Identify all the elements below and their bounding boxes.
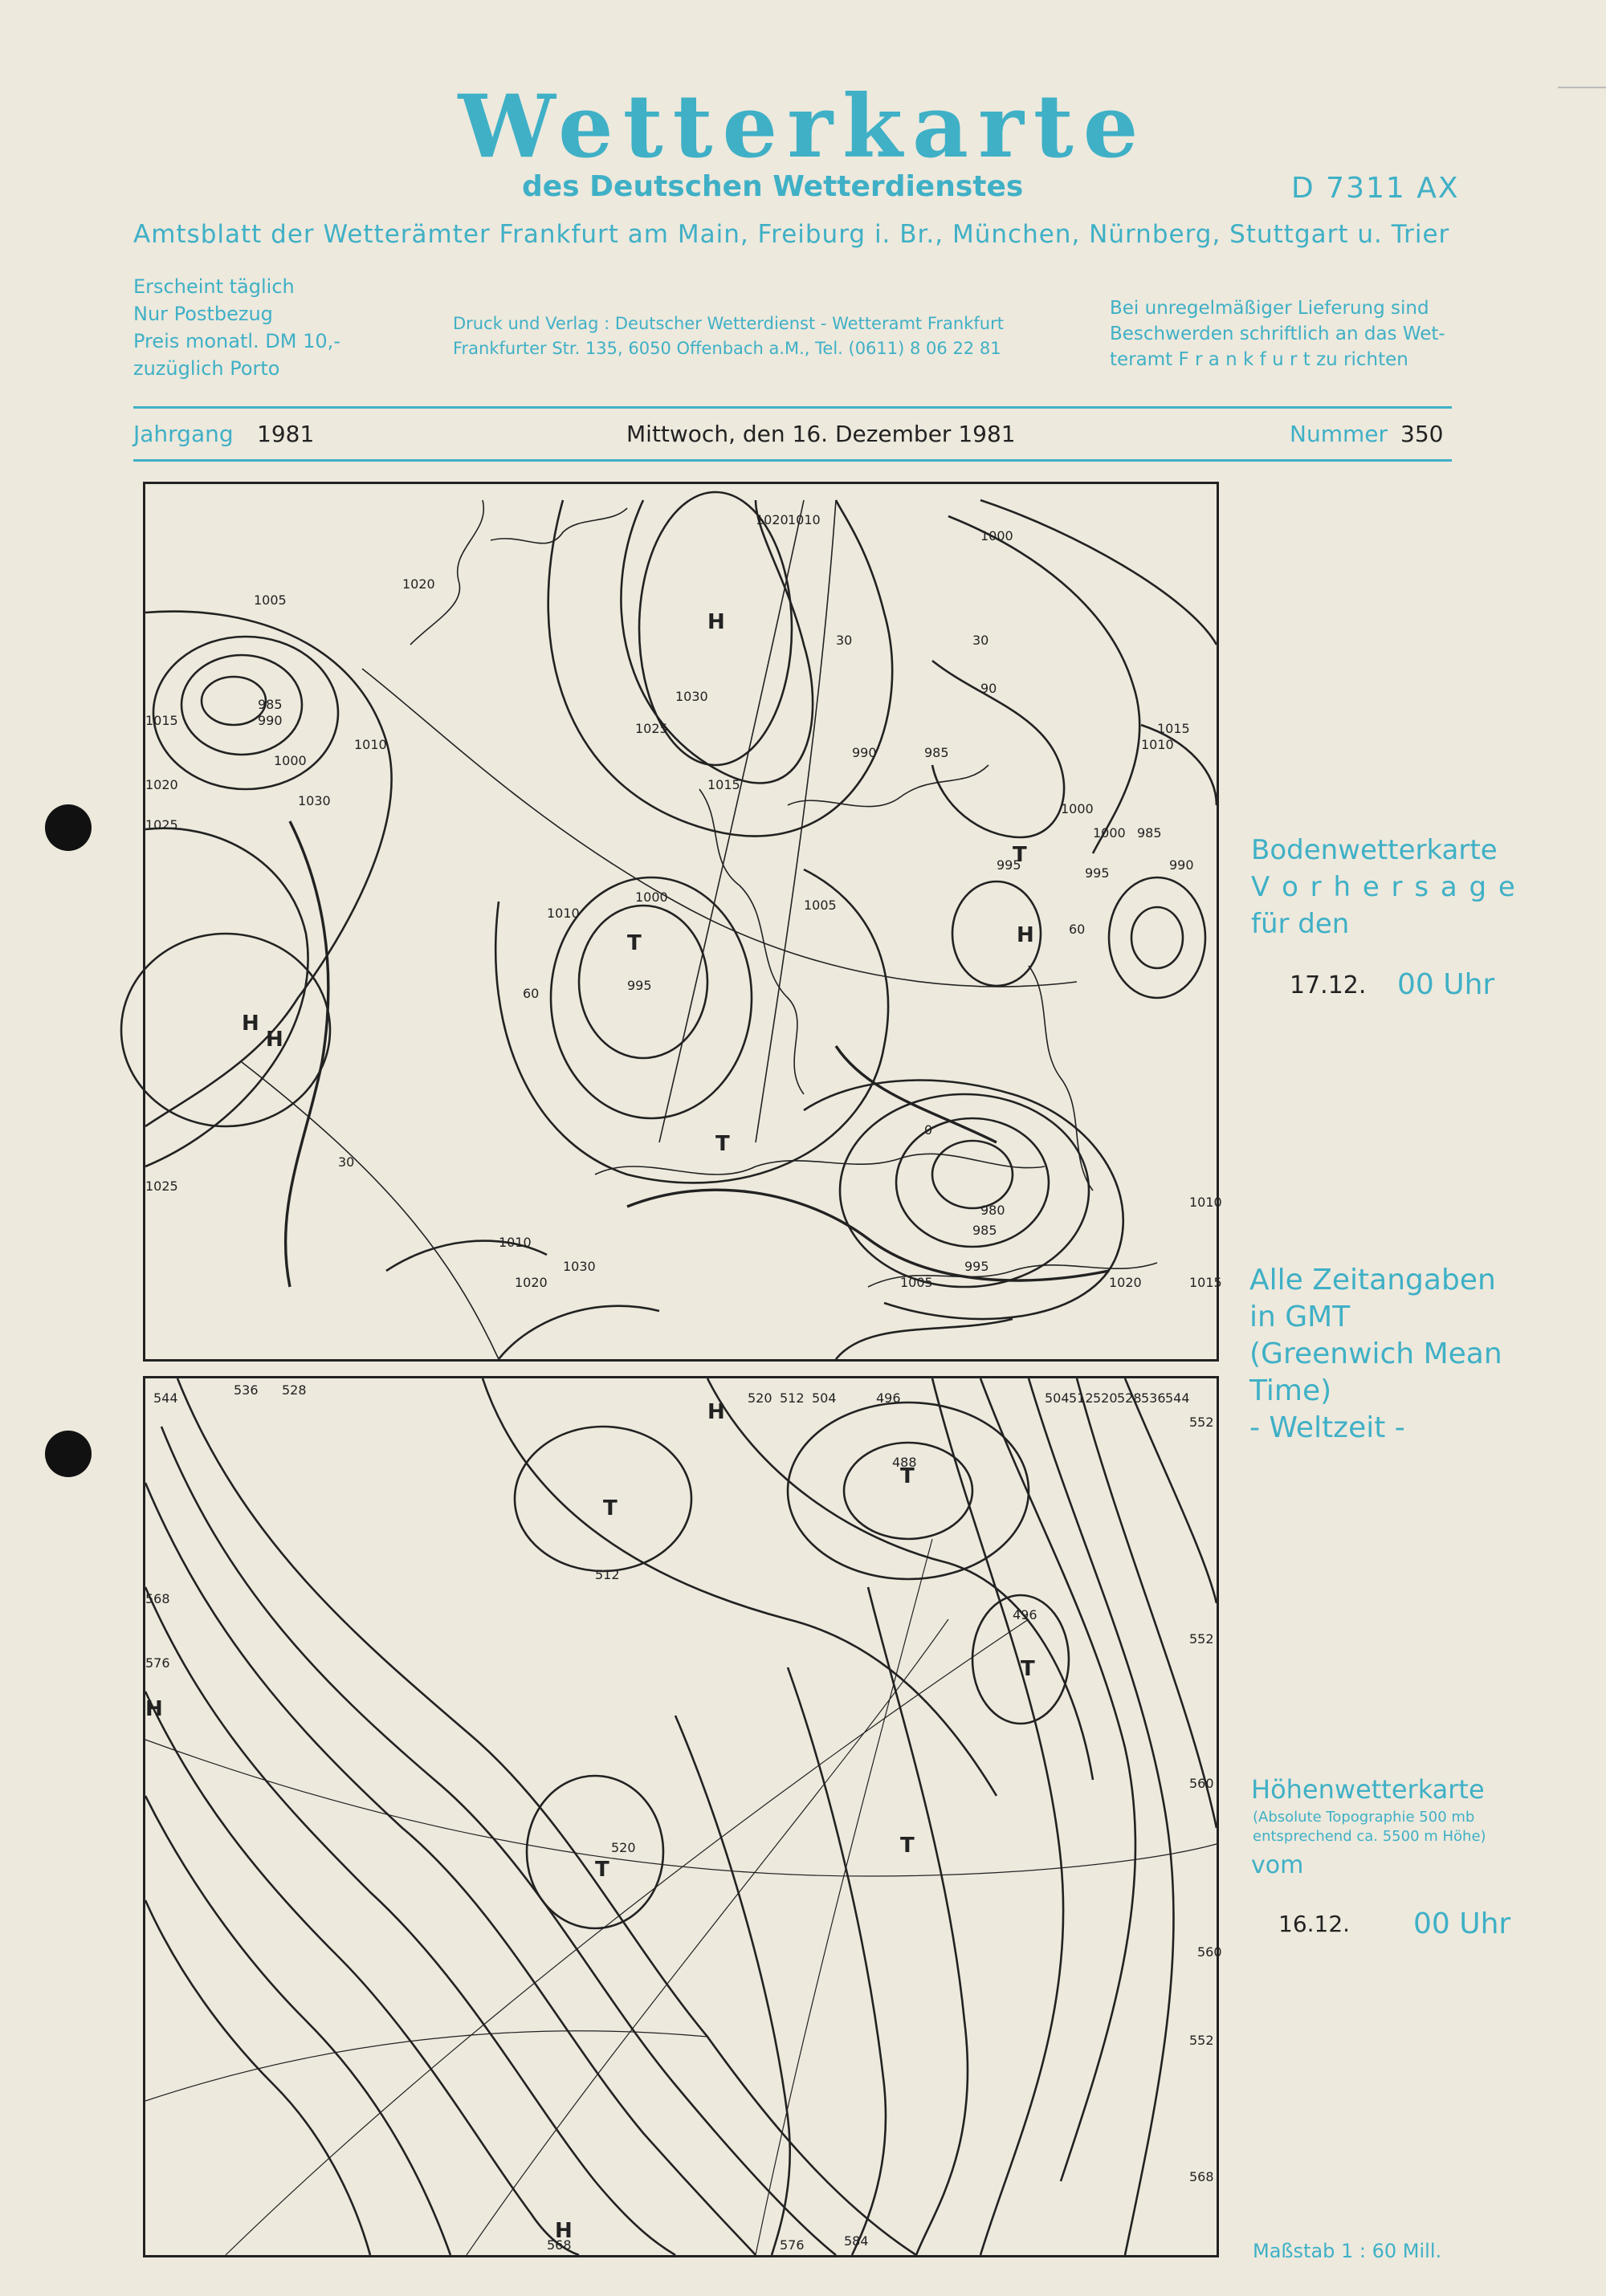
isobar-label: 576 bbox=[780, 2237, 805, 2253]
gmt-note bbox=[1249, 1262, 1502, 1447]
isobar-label: 512 bbox=[1069, 1390, 1094, 1406]
isobar-label: 1020 bbox=[1109, 1275, 1142, 1290]
isobar-label: 552 bbox=[1189, 2033, 1214, 2048]
isobar-label: 544 bbox=[153, 1390, 178, 1406]
upper-map-time: 00 Uhr bbox=[1413, 1907, 1511, 1940]
isobar-label: 512 bbox=[780, 1390, 805, 1406]
isobar-label: 1025 bbox=[635, 721, 668, 736]
complaint-info bbox=[1110, 295, 1445, 372]
isobar-label: 1030 bbox=[675, 689, 708, 704]
isobar-label: 980 bbox=[980, 1203, 1005, 1218]
isobar-label: 90 bbox=[980, 681, 997, 696]
isobar-label: 1020 bbox=[515, 1275, 548, 1290]
pressure-center-label: T bbox=[595, 1858, 609, 1882]
isobar-label: 30 bbox=[836, 633, 853, 648]
gmt-note-line: Time) bbox=[1249, 1374, 1332, 1407]
isobar-label: 985 bbox=[972, 1223, 997, 1238]
isobar-label: 568 bbox=[145, 1591, 170, 1606]
isobar-label: 0 bbox=[924, 1122, 933, 1138]
pressure-center-label: H bbox=[555, 2219, 573, 2243]
caption-line: für den bbox=[1251, 908, 1350, 940]
isobar-label: 528 bbox=[1117, 1390, 1142, 1406]
isobar-label: 995 bbox=[997, 857, 1021, 873]
isobar-label: 1025 bbox=[145, 1179, 178, 1194]
pressure-center-label: H bbox=[707, 1400, 725, 1424]
info-line: Frankfurter Str. 135, 6050 Offenbach a.M., Tel. (0611) 8 06 22 81 bbox=[453, 339, 1001, 358]
isobar-label: 1005 bbox=[254, 592, 287, 608]
punch-hole bbox=[45, 804, 92, 851]
isobar-label: 1010 bbox=[1141, 737, 1174, 752]
publication-code: D 7311 AX bbox=[1291, 172, 1460, 205]
subscription-info bbox=[133, 273, 340, 382]
gmt-note-line: Alle Zeitangaben bbox=[1249, 1264, 1496, 1297]
upper-map-svg bbox=[145, 1378, 1222, 2255]
info-line: Beschwerden schriftlich an das Wet- bbox=[1110, 324, 1445, 344]
isobar-label: 1020 bbox=[402, 576, 435, 592]
isobar-label: 30 bbox=[972, 633, 989, 648]
note-line: (Absolute Topographie 500 mb bbox=[1253, 1809, 1475, 1826]
pressure-center-label: H bbox=[707, 610, 725, 634]
isobar-label: 496 bbox=[876, 1390, 901, 1406]
pressure-center-label: H bbox=[266, 1028, 283, 1052]
upper-map-note bbox=[1253, 1808, 1486, 1846]
upper-map-date: 16.12. bbox=[1278, 1911, 1351, 1937]
nummer-value: 350 bbox=[1400, 421, 1444, 447]
pressure-center-label: T bbox=[715, 1132, 730, 1156]
isobar-label: 584 bbox=[844, 2233, 869, 2249]
info-line: Preis monatl. DM 10,- bbox=[133, 330, 340, 352]
isobar-label: 30 bbox=[338, 1154, 355, 1170]
gmt-note-line: in GMT bbox=[1249, 1301, 1351, 1333]
isobar-label: 1000 bbox=[635, 889, 668, 905]
isobar-label: 512 bbox=[595, 1567, 620, 1582]
surface-map-caption bbox=[1251, 832, 1517, 942]
caption-line: V o r h e r s a g e bbox=[1251, 871, 1517, 903]
isobar-label: 1000 bbox=[274, 753, 307, 768]
isobar-label: 560 bbox=[1197, 1944, 1222, 1960]
isobar-label: 504 bbox=[1045, 1390, 1070, 1406]
caption-line: Bodenwetterkarte bbox=[1251, 834, 1498, 866]
isobar-label: 1015 bbox=[707, 777, 740, 792]
isobar-label: 544 bbox=[1165, 1390, 1190, 1406]
amtsblatt-line: Amtsblatt der Wetterämter Frankfurt am Main, Freiburg i. Br., München, Nürnberg, Stuttgart u. Trier bbox=[133, 220, 1450, 249]
isobar-label: 536 bbox=[1141, 1390, 1166, 1406]
isobar-label: 1000 bbox=[1061, 801, 1094, 816]
isobar-label: 536 bbox=[234, 1382, 259, 1398]
isobar-label: 1000 bbox=[1093, 825, 1126, 841]
isobar-label: 60 bbox=[1069, 922, 1086, 937]
surface-weather-map bbox=[143, 482, 1222, 1362]
isobar-label: 995 bbox=[964, 1259, 989, 1274]
isobar-label: 1030 bbox=[298, 793, 331, 808]
pressure-center-label: T bbox=[603, 1496, 618, 1520]
isobar-label: 1015 bbox=[1189, 1275, 1222, 1290]
isobar-label: 990 bbox=[258, 713, 283, 728]
isobar-label: 985 bbox=[924, 745, 949, 760]
surface-map-date: 17.12. bbox=[1290, 971, 1367, 999]
isobar-label: 496 bbox=[1013, 1607, 1037, 1622]
isobar-label: 1020 bbox=[756, 512, 789, 527]
info-line: Druck und Verlag : Deutscher Wetterdienst - Wetteramt Frankfurt bbox=[453, 314, 1004, 333]
isobar-label: 1015 bbox=[1157, 721, 1190, 736]
pressure-center-label: H bbox=[242, 1012, 259, 1036]
isobar-label: 1005 bbox=[900, 1275, 933, 1290]
info-line: teramt F r a n k f u r t zu richten bbox=[1110, 349, 1408, 370]
pressure-center-label: H bbox=[1017, 923, 1034, 947]
isobar-label: 560 bbox=[1189, 1776, 1214, 1791]
isobar-label: 1005 bbox=[804, 898, 837, 913]
isobar-label: 1010 bbox=[547, 906, 580, 921]
isobar-label: 552 bbox=[1189, 1631, 1214, 1647]
pressure-center-label: H bbox=[145, 1697, 163, 1721]
isobar-label: 1000 bbox=[980, 528, 1013, 543]
isobar-label: 520 bbox=[748, 1390, 772, 1406]
header-rule-bottom bbox=[133, 459, 1452, 462]
isobar-label: 1010 bbox=[499, 1235, 532, 1250]
isobar-label: 1020 bbox=[145, 777, 178, 792]
pressure-center-label: T bbox=[1021, 1657, 1035, 1681]
isobar-label: 1010 bbox=[788, 512, 821, 527]
isobar-label: 520 bbox=[611, 1840, 636, 1855]
masthead-subtitle: des Deutschen Wetterdienstes bbox=[522, 170, 1024, 203]
jahrgang-label: Jahrgang bbox=[133, 421, 234, 447]
isobar-label: 1010 bbox=[1189, 1195, 1222, 1210]
isobar-label: 1025 bbox=[145, 817, 178, 833]
isobar-label: 568 bbox=[1189, 2169, 1214, 2184]
pressure-center-label: T bbox=[900, 1464, 915, 1488]
upper-air-map bbox=[143, 1376, 1222, 2257]
pressure-center-label: T bbox=[1013, 843, 1027, 867]
isobar-label: 528 bbox=[282, 1382, 307, 1398]
isobar-label: 576 bbox=[145, 1655, 170, 1671]
upper-map-vom: vom bbox=[1251, 1851, 1304, 1879]
gmt-note-line: (Greenwich Mean bbox=[1249, 1337, 1502, 1370]
header-rule-top bbox=[133, 406, 1452, 409]
isobar-label: 568 bbox=[547, 2237, 572, 2253]
info-line: Erscheint täglich bbox=[133, 275, 295, 298]
isobar-label: 552 bbox=[1189, 1415, 1214, 1430]
publisher-info bbox=[453, 311, 1004, 361]
info-line: Nur Postbezug bbox=[133, 303, 273, 325]
info-line: zuzüglich Porto bbox=[133, 357, 280, 380]
isobar-label: 990 bbox=[1169, 857, 1194, 873]
note-line: entsprechend ca. 5500 m Höhe) bbox=[1253, 1828, 1486, 1845]
pressure-center-label: T bbox=[900, 1834, 915, 1858]
upper-map-title: Höhenwetterkarte bbox=[1251, 1774, 1485, 1805]
pressure-center-label: T bbox=[627, 931, 642, 955]
isobar-label: 520 bbox=[1093, 1390, 1118, 1406]
jahrgang-value: 1981 bbox=[257, 421, 315, 447]
isobar-label: 488 bbox=[892, 1455, 917, 1470]
isobar-label: 1030 bbox=[563, 1259, 596, 1274]
masthead-title: Wetterkarte bbox=[458, 76, 1148, 177]
isobar-label: 995 bbox=[1085, 865, 1110, 881]
issue-date: Mittwoch, den 16. Dezember 1981 bbox=[626, 421, 1016, 447]
isobar-label: 1015 bbox=[145, 713, 178, 728]
nummer-label: Nummer bbox=[1290, 421, 1388, 447]
isobar-label: 995 bbox=[627, 978, 652, 993]
surface-map-svg bbox=[145, 484, 1222, 1359]
surface-map-time: 00 Uhr bbox=[1397, 968, 1495, 1001]
punch-hole bbox=[45, 1431, 92, 1477]
gmt-note-line: - Weltzeit - bbox=[1249, 1411, 1405, 1444]
isobar-label: 990 bbox=[852, 745, 877, 760]
isobar-label: 985 bbox=[258, 697, 283, 712]
isobar-label: 985 bbox=[1137, 825, 1162, 841]
map-scale: Maßstab 1 : 60 Mill. bbox=[1253, 2240, 1442, 2262]
isobar-label: 60 bbox=[523, 986, 540, 1001]
info-line: Bei unregelmäßiger Lieferung sind bbox=[1110, 298, 1429, 319]
isobar-label: 504 bbox=[812, 1390, 837, 1406]
isobar-label: 1010 bbox=[354, 737, 387, 752]
